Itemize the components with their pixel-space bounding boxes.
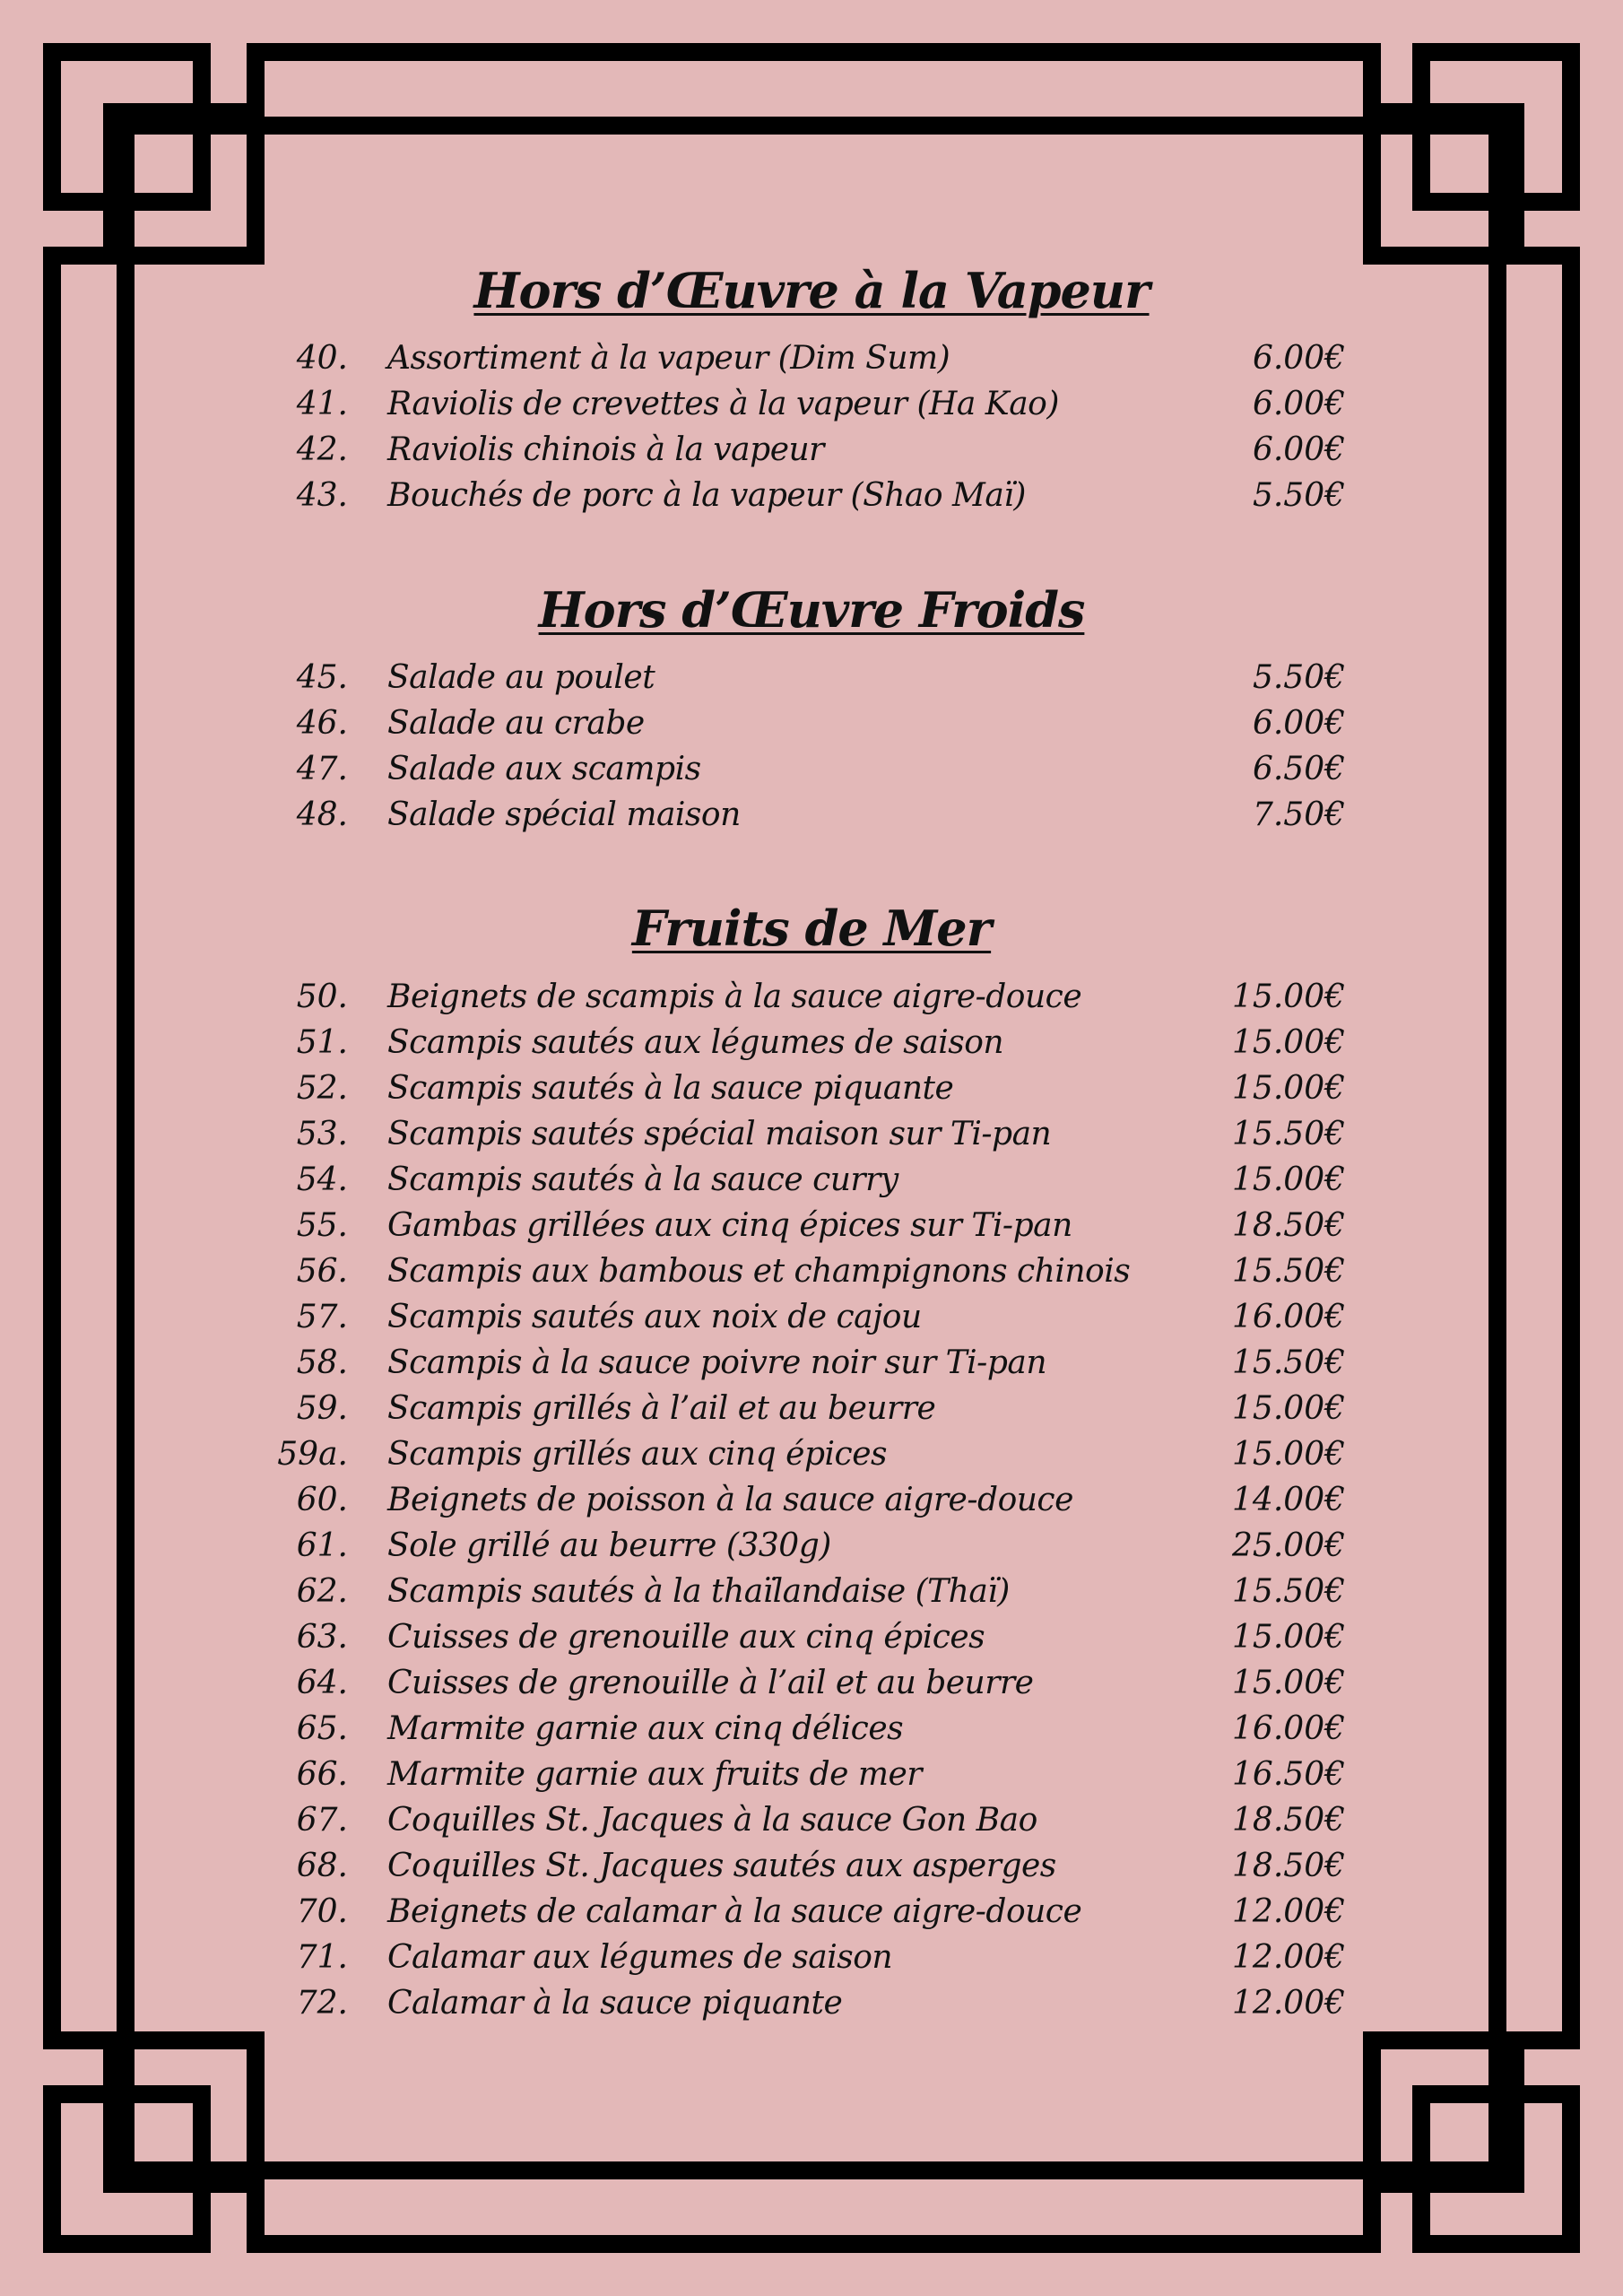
item-number: 59a.	[277, 1436, 348, 1473]
item-number: 45.	[296, 659, 348, 696]
item-name: Calamar à la sauce piquante	[387, 1985, 843, 2022]
item-name: Scampis sautés aux légumes de saison	[387, 1024, 1004, 1061]
item-name: Salade au crabe	[387, 705, 645, 742]
item-number: 72.	[296, 1985, 348, 2022]
item-price: 15.50€	[1232, 1573, 1345, 1610]
item-number: 56.	[296, 1253, 348, 1290]
item-price: 16.00€	[1232, 1710, 1345, 1747]
menu-item	[0, 1889, 1623, 1935]
item-name: Cuisses de grenouille aux cinq épices	[387, 1619, 985, 1656]
item-price: 25.00€	[1232, 1527, 1345, 1564]
menu-item	[0, 1431, 1623, 1477]
item-number: 63.	[296, 1619, 348, 1656]
item-name: Scampis sautés spécial maison sur Ti-pan	[387, 1116, 1052, 1152]
item-name: Coquilles St. Jacques sautés aux asperges	[387, 1848, 1056, 1884]
item-number: 68.	[296, 1848, 348, 1884]
item-name: Coquilles St. Jacques à la sauce Gon Bao	[387, 1802, 1037, 1839]
item-price: 15.50€	[1232, 1344, 1345, 1381]
item-name: Salade au poulet	[387, 659, 655, 696]
menu-item	[0, 427, 1623, 473]
item-price: 6.00€	[1252, 386, 1345, 422]
menu-item	[0, 1843, 1623, 1889]
item-name: Scampis à la sauce poivre noir sur Ti-pan	[387, 1344, 1047, 1381]
item-price: 16.50€	[1232, 1756, 1345, 1793]
item-list-vapeur	[0, 335, 1623, 518]
item-name: Beignets de scampis à la sauce aigre-douce	[387, 978, 1082, 1015]
item-number: 48.	[296, 796, 348, 833]
menu-item	[0, 792, 1623, 838]
item-name: Scampis sautés aux noix de cajou	[387, 1299, 922, 1335]
item-number: 61.	[296, 1527, 348, 1564]
item-number: 46.	[296, 705, 348, 742]
item-price: 15.00€	[1232, 1070, 1345, 1107]
item-price: 15.00€	[1232, 978, 1345, 1015]
item-number: 65.	[296, 1710, 348, 1747]
item-price: 15.00€	[1232, 1390, 1345, 1427]
menu-item	[0, 381, 1623, 427]
item-name: Scampis grillés à l’ail et au beurre	[387, 1390, 936, 1427]
item-number: 67.	[296, 1802, 348, 1839]
item-name: Scampis sautés à la sauce curry	[387, 1161, 898, 1198]
item-number: 55.	[296, 1207, 348, 1244]
item-name: Marmite garnie aux fruits de mer	[387, 1756, 923, 1793]
item-name: Scampis sautés à la thaïlandaise (Thaï)	[387, 1573, 1010, 1610]
item-name: Salade aux scampis	[387, 751, 701, 787]
section-title-froids-text: Hors d’Œuvre Froids	[538, 581, 1085, 639]
item-number: 53.	[296, 1116, 348, 1152]
item-number: 59.	[296, 1390, 348, 1427]
item-price: 15.50€	[1232, 1116, 1345, 1152]
item-name: Cuisses de grenouille à l’ail et au beurre	[387, 1665, 1034, 1701]
menu-item	[0, 1111, 1623, 1157]
item-name: Sole grillé au beurre (330g)	[387, 1527, 831, 1564]
item-number: 40.	[296, 340, 348, 377]
menu-item	[0, 746, 1623, 792]
item-price: 16.00€	[1232, 1299, 1345, 1335]
item-number: 58.	[296, 1344, 348, 1381]
item-number: 41.	[296, 386, 348, 422]
item-price: 6.00€	[1252, 340, 1345, 377]
item-price: 15.00€	[1232, 1619, 1345, 1656]
item-name: Calamar aux légumes de saison	[387, 1939, 893, 1976]
menu-item	[0, 1706, 1623, 1752]
menu-item	[0, 1797, 1623, 1843]
menu-item	[0, 473, 1623, 518]
item-number: 70.	[296, 1893, 348, 1930]
menu-item	[0, 1294, 1623, 1340]
item-price: 15.00€	[1232, 1161, 1345, 1198]
section-title-fruits-de-mer	[0, 900, 1623, 957]
item-name: Scampis aux bambous et champignons chinois	[387, 1253, 1131, 1290]
item-price: 6.00€	[1252, 705, 1345, 742]
item-number: 66.	[296, 1756, 348, 1793]
item-price: 15.00€	[1232, 1665, 1345, 1701]
item-number: 42.	[296, 431, 348, 468]
item-name: Assortiment à la vapeur (Dim Sum)	[387, 340, 950, 377]
section-title-froids	[0, 581, 1623, 639]
menu-item	[0, 1935, 1623, 1980]
item-price: 12.00€	[1232, 1893, 1345, 1930]
item-name: Scampis sautés à la sauce piquante	[387, 1070, 954, 1107]
item-price: 5.50€	[1252, 659, 1345, 696]
menu-item	[0, 1248, 1623, 1294]
item-price: 18.50€	[1232, 1802, 1345, 1839]
menu-item	[0, 1660, 1623, 1706]
item-number: 50.	[296, 978, 348, 1015]
item-number: 47.	[296, 751, 348, 787]
menu-item	[0, 1477, 1623, 1523]
item-number: 51.	[296, 1024, 348, 1061]
menu-item	[0, 1157, 1623, 1203]
item-price: 14.00€	[1232, 1482, 1345, 1518]
section-title-vapeur-text: Hors d’Œuvre à la Vapeur	[473, 262, 1150, 319]
item-price: 18.50€	[1232, 1848, 1345, 1884]
menu-item	[0, 1523, 1623, 1569]
item-price: 12.00€	[1232, 1985, 1345, 2022]
item-name: Marmite garnie aux cinq délices	[387, 1710, 904, 1747]
item-price: 7.50€	[1252, 796, 1345, 833]
item-price: 5.50€	[1252, 477, 1345, 514]
menu-item	[0, 1386, 1623, 1431]
menu-item	[0, 1065, 1623, 1111]
item-name: Scampis grillés aux cinq épices	[387, 1436, 887, 1473]
item-number: 62.	[296, 1573, 348, 1610]
item-name: Beignets de calamar à la sauce aigre-douce	[387, 1893, 1082, 1930]
item-name: Raviolis chinois à la vapeur	[387, 431, 824, 468]
menu-item	[0, 1020, 1623, 1065]
item-number: 60.	[296, 1482, 348, 1518]
item-price: 6.50€	[1252, 751, 1345, 787]
menu-item	[0, 1752, 1623, 1797]
item-number: 64.	[296, 1665, 348, 1701]
item-price: 12.00€	[1232, 1939, 1345, 1976]
menu-item	[0, 1980, 1623, 2026]
item-name: Gambas grillées aux cinq épices sur Ti-pan	[387, 1207, 1072, 1244]
item-number: 43.	[296, 477, 348, 514]
item-number: 54.	[296, 1161, 348, 1198]
section-title-vapeur	[0, 262, 1623, 319]
item-name: Bouchés de porc à la vapeur (Shao Maï)	[387, 477, 1026, 514]
menu-item	[0, 1203, 1623, 1248]
menu-item	[0, 1340, 1623, 1386]
item-name: Salade spécial maison	[387, 796, 741, 833]
item-list-fruits-de-mer	[0, 974, 1623, 2026]
item-name: Raviolis de crevettes à la vapeur (Ha Kao)	[387, 386, 1059, 422]
item-price: 15.00€	[1232, 1436, 1345, 1473]
section-title-fruits-de-mer-text: Fruits de Mer	[631, 900, 992, 957]
item-price: 18.50€	[1232, 1207, 1345, 1244]
menu-item	[0, 974, 1623, 1020]
item-list-froids	[0, 655, 1623, 838]
item-price: 15.00€	[1232, 1024, 1345, 1061]
item-number: 71.	[296, 1939, 348, 1976]
item-number: 57.	[296, 1299, 348, 1335]
item-price: 6.00€	[1252, 431, 1345, 468]
menu-item	[0, 1569, 1623, 1614]
menu-item	[0, 1614, 1623, 1660]
item-number: 52.	[296, 1070, 348, 1107]
item-name: Beignets de poisson à la sauce aigre-douce	[387, 1482, 1073, 1518]
menu-item	[0, 655, 1623, 700]
menu-item	[0, 335, 1623, 381]
menu-item	[0, 700, 1623, 746]
item-price: 15.50€	[1232, 1253, 1345, 1290]
